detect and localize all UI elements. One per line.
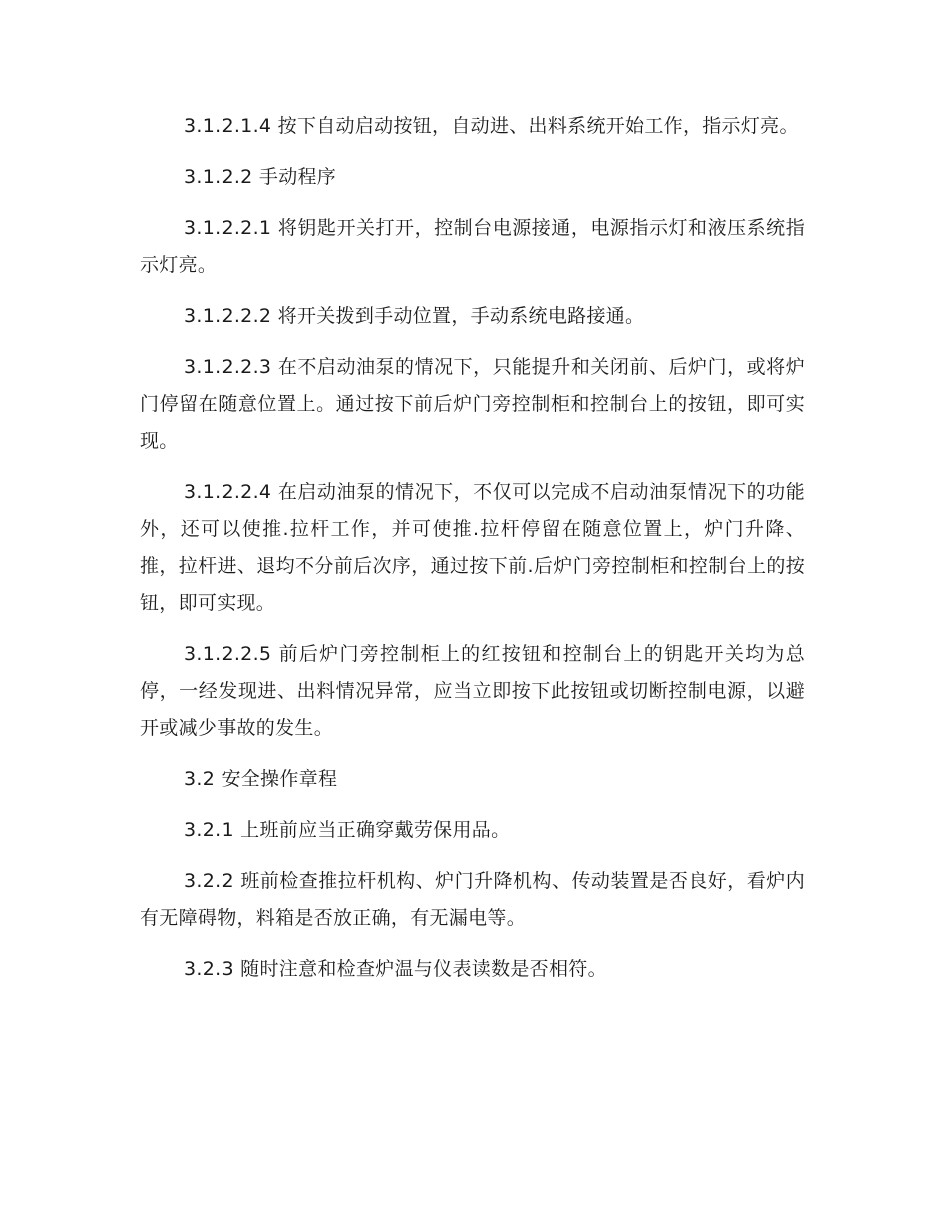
paragraph-3-1-2-2-4: 3.1.2.2.4 在启动油泵的情况下，不仅可以完成不启动油泵情况下的功能外，还可以使推.拉杆工作，并可使推.拉杆停留在随意位置上，炉门升降、推，拉杆进、退均不分前后次序，通过按下前.后炉门旁控制柜和控制台上的按钮，即可实现。	[140, 481, 805, 614]
paragraph-3-2-1: 3.2.1 上班前应当正确穿戴劳保用品。	[184, 819, 511, 841]
document-body	[140, 108, 805, 1002]
paragraph-3-1-2-2-1: 3.1.2.2.1 将钥匙开关打开，控制台电源接通，电源指示灯和液压系统指示灯亮。	[140, 217, 805, 276]
paragraph-3-1-2-2-3: 3.1.2.2.3 在不启动油泵的情况下，只能提升和关闭前、后炉门，或将炉门停留在随意位置上。通过按下前后炉门旁控制柜和控制台上的按钮，即可实现。	[140, 356, 805, 452]
paragraph-3-1-2-2-5: 3.1.2.2.5 前后炉门旁控制柜上的红按钮和控制台上的钥匙开关均为总停，一经发现进、出料情况异常，应当立即按下此按钮或切断控制电源，以避开或减少事故的发生。	[140, 643, 805, 739]
paragraph-3-1-2-1-4: 3.1.2.1.4 按下自动启动按钮，自动进、出料系统开始工作，指示灯亮。	[184, 115, 799, 137]
paragraph-3-2-3: 3.2.3 随时注意和检查炉温与仪表读数是否相符。	[184, 958, 607, 980]
heading-3-2: 3.2 安全操作章程	[184, 768, 338, 790]
heading-3-1-2-2: 3.1.2.2 手动程序	[184, 166, 337, 188]
paragraph-3-2-2: 3.2.2 班前检查推拉杆机构、炉门升降机构、传动装置是否良好，看炉内有无障碍物，料箱是否放正确，有无漏电等。	[140, 870, 805, 929]
paragraph-3-1-2-2-2: 3.1.2.2.2 将开关拨到手动位置，手动系统电路接通。	[184, 305, 645, 327]
